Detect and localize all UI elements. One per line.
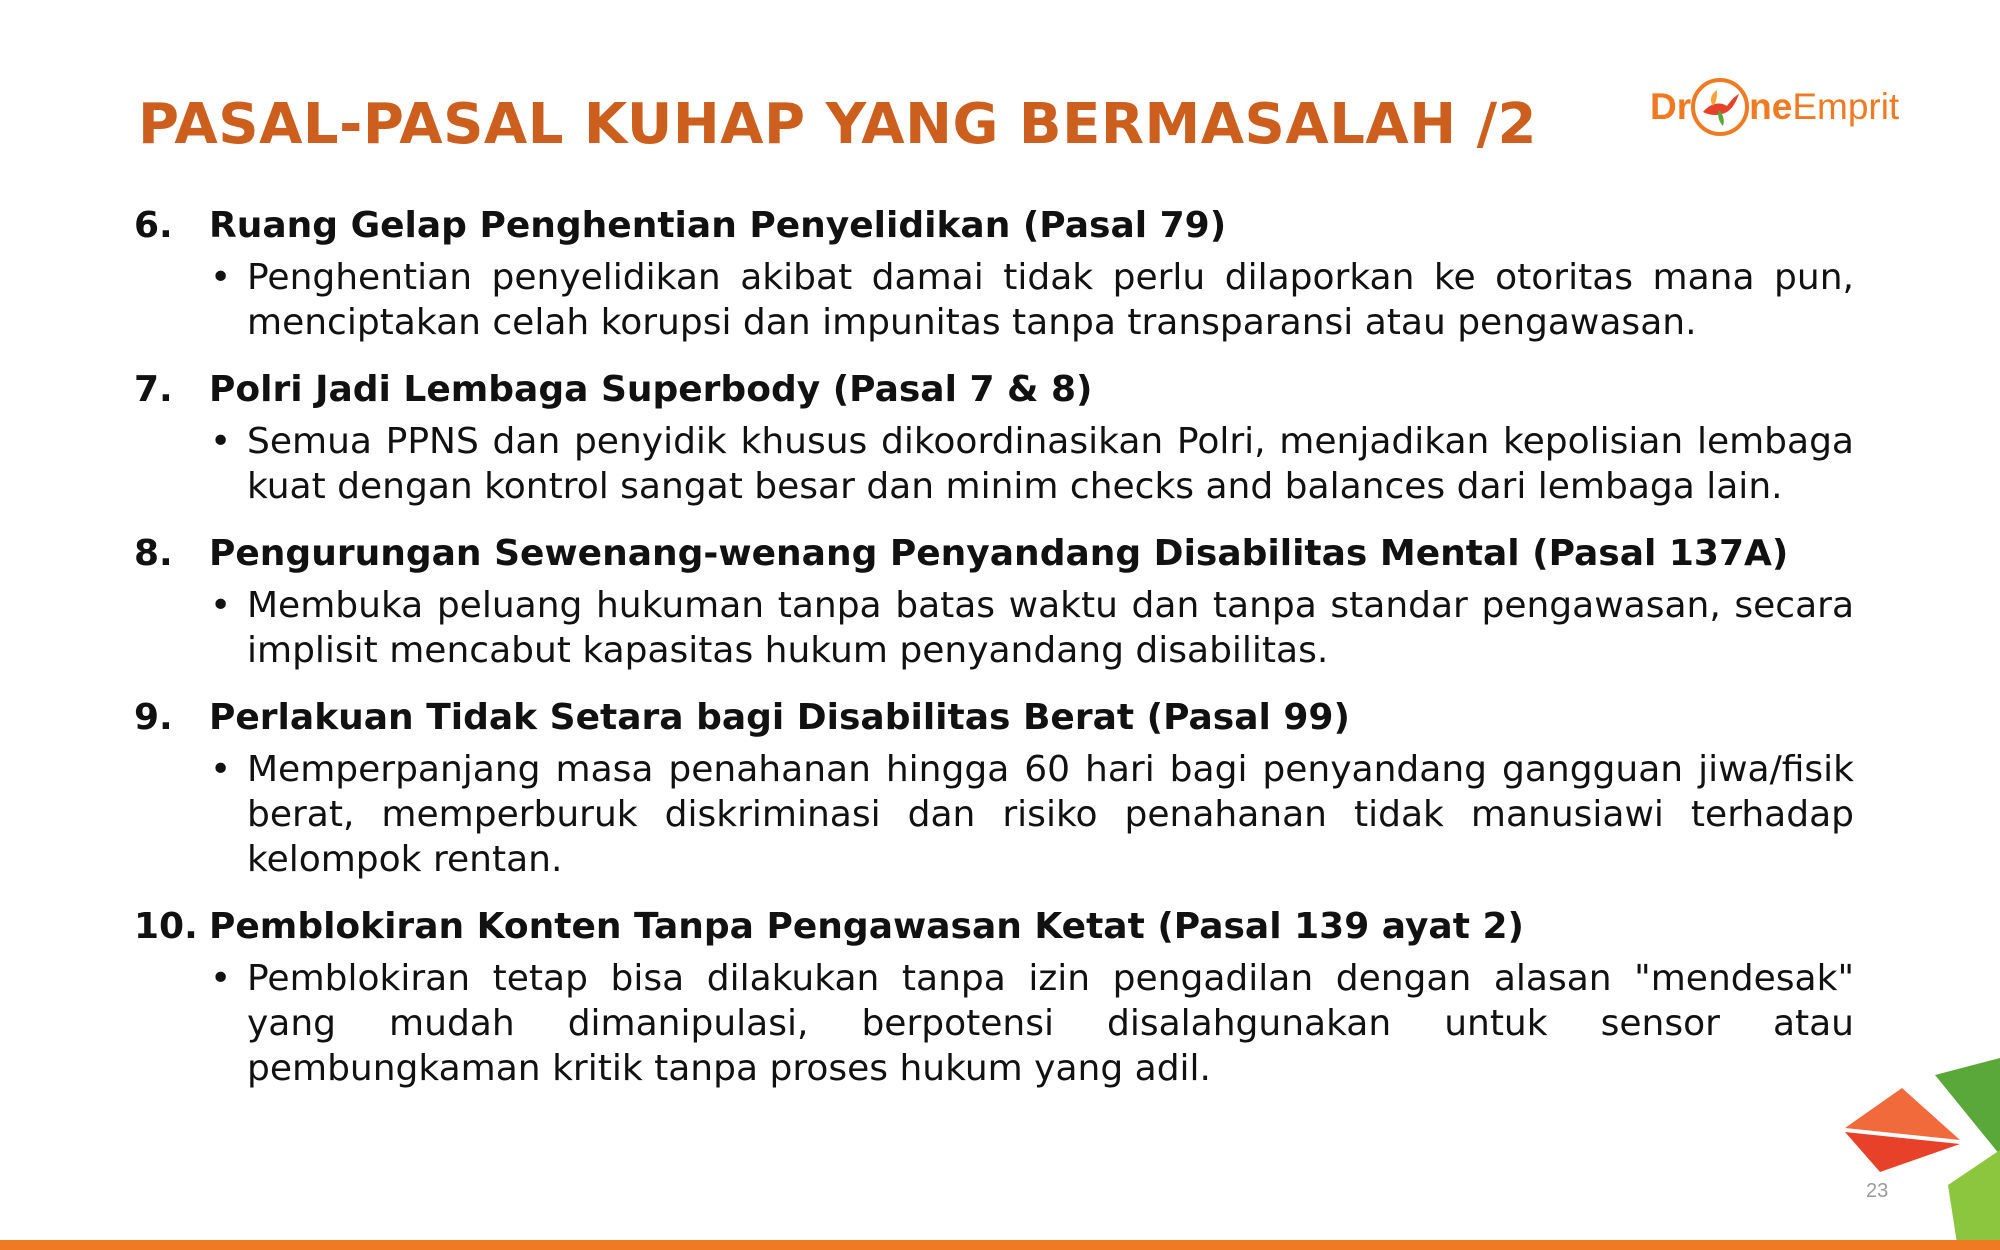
item-heading-text: Pemblokiran Konten Tanpa Pengawasan Ketat (Pasal 139 ayat 2) [209,906,1524,947]
list-item [134,898,1854,1091]
page-number: 23 [1866,1180,1889,1202]
item-heading [134,689,1854,747]
article-list [134,197,1854,1107]
leaf-decoration-icon [1840,1050,2000,1250]
bullet-icon: • [210,749,232,790]
item-heading [134,197,1854,255]
item-number: 6. [134,205,173,246]
item-heading [134,898,1854,956]
item-heading-text: Polri Jadi Lembaga Superbody (Pasal 7 & 8) [209,369,1093,410]
bird-circle-icon [1689,76,1751,138]
item-number: 8. [134,533,173,574]
logo-text-emprit: Emprit [1792,86,1900,127]
bullet-point [210,747,1854,882]
bullet-icon: • [210,585,232,626]
item-number: 7. [134,369,173,410]
bullet-icon: • [210,421,232,462]
item-heading-text: Ruang Gelap Penghentian Penyelidikan (Pasal 79) [209,205,1227,246]
bullet-icon: • [210,257,232,298]
drone-emprit-logo [1650,72,1899,142]
item-heading-text: Pengurungan Sewenang-wenang Penyandang Disabilitas Mental (Pasal 137A) [209,533,1789,574]
bullet-point [210,419,1854,509]
list-item [134,525,1854,673]
bullet-text: Membuka peluang hukuman tanpa batas waktu dan tanpa standar pengawasan, secara implisit mencabut kapasitas hukum penyandang disabilitas. [247,585,1854,671]
item-number: 10. [134,906,198,947]
item-number: 9. [134,697,173,738]
bullet-text: Pemblokiran tetap bisa dilakukan tanpa izin pengadilan dengan alasan "mendesak" yang mudah dimanipulasi, berpotensi disalahgunakan untuk sensor atau pembungkaman kritik tanpa proses hukum yang adil. [247,958,1854,1089]
list-item [134,689,1854,882]
bullet-point [210,255,1854,345]
bullet-icon: • [210,958,232,999]
bullet-text: Semua PPNS dan penyidik khusus dikoordinasikan Polri, menjadikan kepolisian lembaga kuat dengan kontrol sangat besar dan minim checks and balances dari lembaga lain. [247,421,1854,507]
bullet-text: Memperpanjang masa penahanan hingga 60 hari bagi penyandang gangguan jiwa/fisik berat, memperburuk diskriminasi dan risiko penahanan tidak manusiawi terhadap kelompok rentan. [247,749,1854,880]
bottom-bar [0,1240,2000,1250]
bullet-text: Penghentian penyelidikan akibat damai tidak perlu dilaporkan ke otoritas mana pun, menciptakan celah korupsi dan impunitas tanpa transparansi atau pengawasan. [247,257,1854,343]
item-heading [134,361,1854,419]
logo-text-ne: ne [1749,86,1793,127]
logo-text-dr: Dr [1650,86,1692,127]
bullet-point [210,956,1854,1091]
list-item [134,197,1854,345]
list-item [134,361,1854,509]
item-heading-text: Perlakuan Tidak Setara bagi Disabilitas Berat (Pasal 99) [209,697,1350,738]
bullet-point [210,583,1854,673]
page-title: PASAL-PASAL KUHAP YANG BERMASALAH /2 [138,92,1538,157]
item-heading [134,525,1854,583]
